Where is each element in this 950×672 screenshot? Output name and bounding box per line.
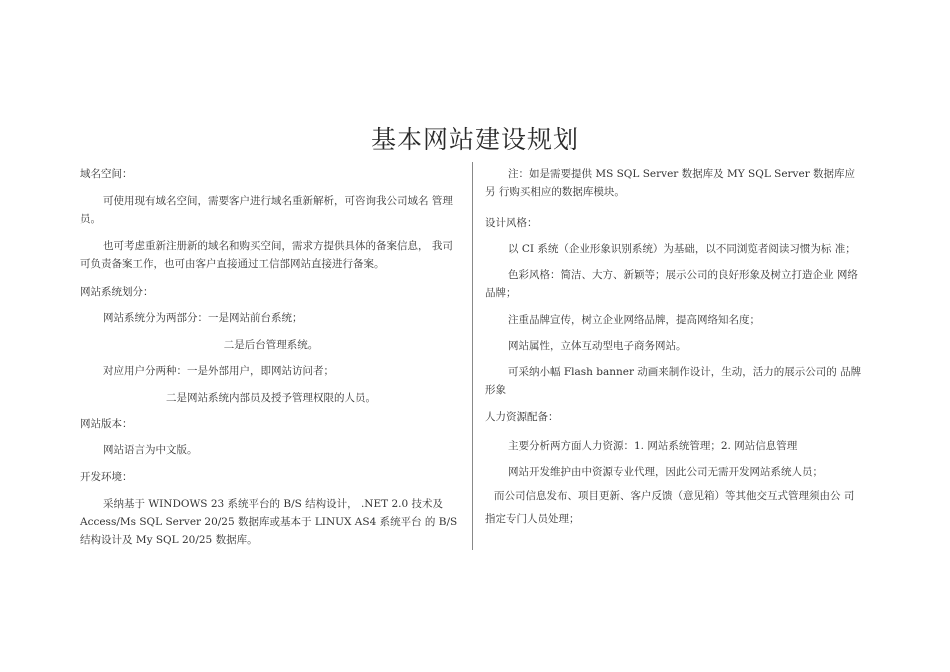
paragraph-info-publishing: 而公司信息发布、项目更新、客户反馈（意见箱）等其他交互式管理须由公 司 (494, 490, 855, 502)
paragraph-color-style: 色彩风格：简洁、大方、新颖等；展示公司的良好形象及树立打造企业 网络品牌； (485, 269, 858, 299)
paragraph-user-types: 对应用户分两种：一是外部用户，即网站访问者； (103, 365, 334, 377)
paragraph-flash-banner: 可采纳小幅 Flash banner 动画来制作设计，生动，活力的展示公司的 品牌形象 (485, 366, 862, 396)
heading-design-style: 设计风格： (485, 217, 538, 229)
column-divider (472, 162, 473, 550)
paragraph-language: 网站语言为中文版。 (103, 444, 198, 456)
heading-domain-space: 域名空间： (80, 168, 133, 180)
paragraph-dev-stack: 采纳基于 WINDOWS 23 系统平台的 B/S 结构设计， .NET 2.0 技术及 Access/Ms SQL Server 20/25 数据库或基本于 LINUX AS4 系统平台 的 B/S 结构设计及 My SQL 20/25 数据库。 (80, 498, 458, 546)
document-title: 基本网站建设规划 (370, 125, 579, 154)
paragraph-system-parts: 网站系统分为两部分：一是网站前台系统； (103, 312, 303, 324)
paragraph-site-attribute: 网站属性，立体互动型电子商务网站。 (508, 340, 687, 352)
paragraph-db-note: 注：如是需要提供 MS SQL Server 数据库及 MY SQL Server 数据库应另 行购买相应的数据库模块。 (485, 168, 856, 198)
paragraph-internal-staff: 二是网站系统内部员及授予管理权限的人员。 (166, 392, 376, 404)
heading-system-division: 网站系统划分： (80, 286, 154, 298)
heading-dev-environment: 开发环境： (80, 471, 133, 483)
paragraph-new-domain: 也可考虑重新注册新的域名和购买空间，需求方提供具体的备案信息， 我司可负责备案工作，也可由客户直接通过工信部网站直接进行备案。 (80, 240, 453, 270)
paragraph-dedicated-staff: 指定专门人员处理； (485, 513, 580, 525)
heading-human-resources: 人力资源配备： (485, 411, 559, 423)
paragraph-dev-maintenance: 网站开发维护由中资源专业代理，因此公司无需开发网站系统人员； (508, 466, 823, 478)
paragraph-brand-promotion: 注重品牌宣传，树立企业网络品牌，提高网络知名度； (508, 314, 760, 326)
heading-site-version: 网站版本： (80, 418, 133, 430)
paragraph-hr-analysis: 主要分析两方面人力资源：1. 网站系统管理；2. 网站信息管理 (508, 440, 798, 452)
paragraph-existing-domain: 可使用现有域名空间，需要客户进行域名重新解析，可咨询我公司域名 管理员。 (80, 195, 453, 225)
paragraph-backend-system: 二是后台管理系统。 (223, 339, 319, 351)
paragraph-ci-system: 以 CI 系统（企业形象识别系统）为基础，以不同浏览者阅读习惯为标 准； (508, 243, 856, 255)
